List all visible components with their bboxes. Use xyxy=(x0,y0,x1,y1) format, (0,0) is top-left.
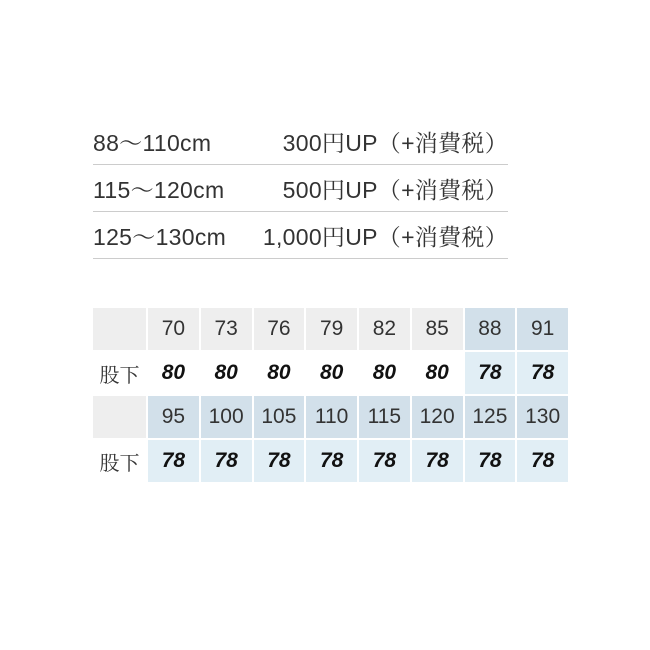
size-header-cell-highlighted: 130 xyxy=(517,396,568,438)
size-header-cell: 82 xyxy=(359,308,410,350)
inseam-cell-highlighted: 78 xyxy=(306,440,357,482)
size-header-cell-highlighted: 91 xyxy=(517,308,568,350)
inseam-cell-highlighted: 78 xyxy=(254,440,305,482)
row-label-cell: 股下 xyxy=(93,352,146,394)
inseam-cell: 80 xyxy=(412,352,463,394)
corner-cell xyxy=(93,308,146,350)
size-range: 125〜130cm xyxy=(93,223,227,250)
size-header-cell-highlighted: 120 xyxy=(412,396,463,438)
inseam-cell-highlighted: 78 xyxy=(359,440,410,482)
size-range: 115〜120cm xyxy=(93,176,225,203)
size-header-cell-highlighted: 125 xyxy=(465,396,516,438)
inseam-cell: 80 xyxy=(306,352,357,394)
pricing-section xyxy=(93,118,508,259)
size-header-cell-highlighted: 115 xyxy=(359,396,410,438)
price-row xyxy=(93,165,508,212)
size-header-cell: 70 xyxy=(148,308,199,350)
inseam-cell-highlighted: 78 xyxy=(201,440,252,482)
size-header-cell-highlighted: 88 xyxy=(465,308,516,350)
inseam-cell: 80 xyxy=(148,352,199,394)
size-header-cell: 76 xyxy=(254,308,305,350)
price-row xyxy=(93,212,508,259)
size-header-cell: 79 xyxy=(306,308,357,350)
corner-cell xyxy=(93,396,146,438)
row-label-cell: 股下 xyxy=(93,440,146,482)
price-increase: 1,000円UP（+消費税） xyxy=(262,223,508,250)
size-header-cell: 73 xyxy=(201,308,252,350)
price-row xyxy=(93,118,508,165)
inseam-cell-highlighted: 78 xyxy=(465,440,516,482)
size-header-cell-highlighted: 105 xyxy=(254,396,305,438)
size-table xyxy=(93,308,568,482)
inseam-cell: 80 xyxy=(254,352,305,394)
size-header-cell-highlighted: 95 xyxy=(148,396,199,438)
price-increase: 300円UP（+消費税） xyxy=(282,129,508,156)
inseam-cell-highlighted: 78 xyxy=(465,352,516,394)
inseam-cell-highlighted: 78 xyxy=(517,352,568,394)
size-range: 88〜110cm xyxy=(93,129,212,156)
size-header-cell-highlighted: 100 xyxy=(201,396,252,438)
inseam-cell-highlighted: 78 xyxy=(412,440,463,482)
inseam-cell-highlighted: 78 xyxy=(148,440,199,482)
size-header-cell: 85 xyxy=(412,308,463,350)
inseam-cell-highlighted: 78 xyxy=(517,440,568,482)
inseam-cell: 80 xyxy=(201,352,252,394)
price-increase: 500円UP（+消費税） xyxy=(282,176,508,203)
size-header-cell-highlighted: 110 xyxy=(306,396,357,438)
inseam-cell: 80 xyxy=(359,352,410,394)
